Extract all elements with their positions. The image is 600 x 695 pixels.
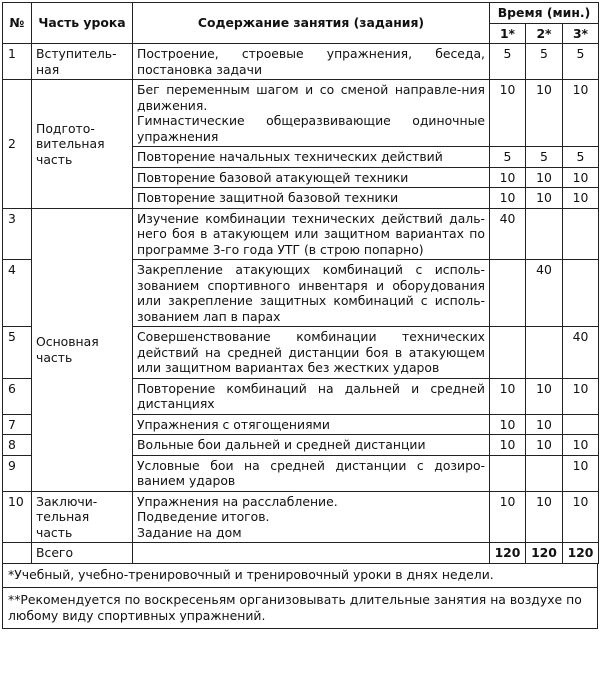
- row-t3: [563, 208, 599, 260]
- row-t1: 10: [490, 491, 526, 543]
- row-content-line: Гимнастические общеразвивающие одиночные упражнения: [137, 113, 485, 144]
- row-t2: 10: [526, 167, 563, 188]
- row-t3: 10: [563, 378, 599, 414]
- row-t1: 10: [490, 188, 526, 209]
- row-num: 3: [3, 208, 32, 260]
- row-num: 7: [3, 414, 32, 435]
- row-t2: 5: [526, 147, 563, 168]
- row-num: 4: [3, 260, 32, 327]
- row-t3: 10: [563, 435, 599, 456]
- row-content: Изучение комбинации технических действий даль-него боя в атакующем или защитном вариантах по программе 3-го года УТГ (в строю попарно): [133, 208, 490, 260]
- row-t2: 10: [526, 414, 563, 435]
- row-t3: 10: [563, 455, 599, 491]
- row-t1: 5: [490, 44, 526, 80]
- header-part: Часть урока: [32, 3, 133, 44]
- table-row: [3, 208, 599, 260]
- total-row: [3, 543, 599, 564]
- total-label: Всего: [32, 543, 133, 564]
- row-t3: [563, 414, 599, 435]
- row-content-line: Бег переменным шагом и со сменой направле-ния движения.: [137, 82, 485, 113]
- row-t2: 10: [526, 80, 563, 147]
- row-content: Условные бои на средней дистанции с дозиро-ванием ударов: [133, 455, 490, 491]
- total-t2: 120: [526, 543, 563, 564]
- row-t2: 10: [526, 491, 563, 543]
- row-t1: 10: [490, 80, 526, 147]
- row-t1: [490, 455, 526, 491]
- row-t2: [526, 208, 563, 260]
- row-t2: 10: [526, 188, 563, 209]
- total-t3: 120: [563, 543, 599, 564]
- row-content: Построение, строевые упражнения, беседа, постановка задачи: [133, 44, 490, 80]
- row-part: Основная часть: [32, 208, 133, 491]
- row-part: Подгото-вительная часть: [32, 80, 133, 209]
- header-col1: 1*: [490, 23, 526, 44]
- total-num-cell: [3, 543, 32, 564]
- row-content: Повторение начальных технических действий: [133, 147, 490, 168]
- row-t1: [490, 260, 526, 327]
- total-t1: 120: [490, 543, 526, 564]
- row-num: 5: [3, 327, 32, 379]
- row-content: [133, 491, 490, 543]
- row-content: Упражнения с отягощениями: [133, 414, 490, 435]
- row-t3: 10: [563, 491, 599, 543]
- row-t2: 5: [526, 44, 563, 80]
- header-content: Содержание занятия (задания): [133, 3, 490, 44]
- row-t3: 40: [563, 327, 599, 379]
- header-time: Время (мин.): [490, 3, 599, 24]
- header-col3: 3*: [563, 23, 599, 44]
- row-t3: 5: [563, 44, 599, 80]
- row-content-line: Упражнения на расслабление.: [137, 493, 338, 509]
- row-num: 6: [3, 378, 32, 414]
- row-part: Заключи-тельная часть: [32, 491, 133, 543]
- row-t1: 5: [490, 147, 526, 168]
- row-t1: 10: [490, 435, 526, 456]
- row-t2: [526, 327, 563, 379]
- row-t2: 40: [526, 260, 563, 327]
- row-num: 9: [3, 455, 32, 491]
- table-row: [3, 491, 599, 543]
- row-num: 1: [3, 44, 32, 80]
- row-content: Повторение базовой атакующей техники: [133, 167, 490, 188]
- row-num: 2: [3, 80, 32, 209]
- table-row: [3, 80, 599, 147]
- row-t1: 10: [490, 414, 526, 435]
- row-content: Повторение комбинаций на дальней и средней дистанциях: [133, 378, 490, 414]
- row-t2: 10: [526, 435, 563, 456]
- row-content: Вольные бои дальней и средней дистанции: [133, 435, 490, 456]
- row-content-line: Задание на дом: [137, 524, 242, 540]
- row-t2: [526, 455, 563, 491]
- row-t1: 10: [490, 378, 526, 414]
- row-content: Совершенствование комбинации технических действий на средней дистанции боя в атакующем или защитном вариантах без жестких ударов: [133, 327, 490, 379]
- row-t3: [563, 260, 599, 327]
- footnote-2: **Рекомендуется по воскресеньям организовывать длительные занятия на воздухе по любому виду спортивных упражнений.: [2, 588, 598, 629]
- footnote-1: *Учебный, учебно-тренировочный и тренировочный уроки в днях недели.: [2, 563, 598, 588]
- row-num: 8: [3, 435, 32, 456]
- row-t3: 10: [563, 167, 599, 188]
- row-content-line: Подведение итогов.: [137, 509, 270, 524]
- row-content: Закрепление атакующих комбинаций с исполь-зованием спортивного инвентаря и оборудования или закрепление защитных комбинаций с исполь-зованием лап в парах: [133, 260, 490, 327]
- row-t1: 40: [490, 208, 526, 260]
- row-content: [133, 80, 490, 147]
- header-num: №: [3, 3, 32, 44]
- row-t1: 10: [490, 167, 526, 188]
- row-t3: 10: [563, 188, 599, 209]
- header-col2: 2*: [526, 23, 563, 44]
- total-content-cell: [133, 543, 490, 564]
- row-num: 10: [3, 491, 32, 543]
- row-t3: 5: [563, 147, 599, 168]
- row-t1: [490, 327, 526, 379]
- header-row: [3, 3, 599, 24]
- lesson-plan-table: [2, 2, 599, 564]
- row-part: Вступитель-ная: [32, 44, 133, 80]
- row-content: Повторение защитной базовой техники: [133, 188, 490, 209]
- table-row: [3, 44, 599, 80]
- row-t2: 10: [526, 378, 563, 414]
- row-t3: 10: [563, 80, 599, 147]
